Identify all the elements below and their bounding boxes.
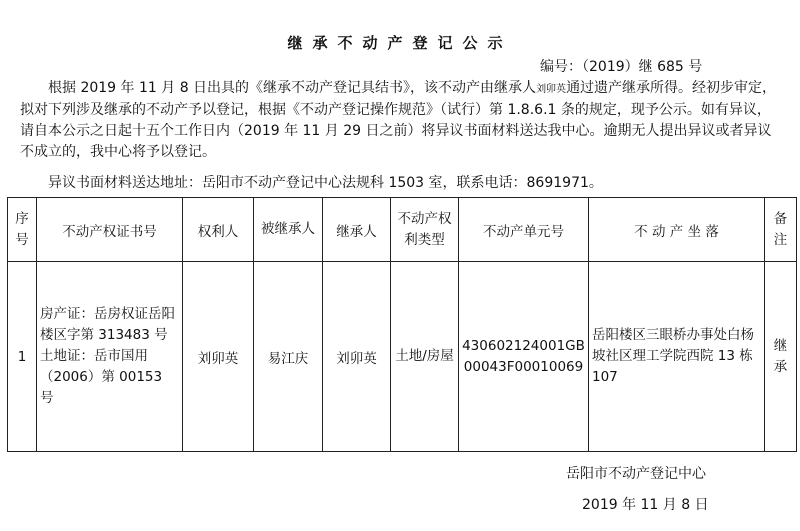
table-row [8,262,797,452]
notice-title: 继承不动产登记公示 [287,34,513,52]
objection-address-paragraph: 异议书面材料送达地址：岳阳市不动产登记中心法规科 1503 室，联系电话：8691971。 [48,175,603,191]
notice-paragraph-1 [20,78,780,163]
registration-table [7,197,797,452]
cell-right-type: 土地/房屋 [391,262,459,452]
paragraph-1-part-a: 根据 2019 年 11 月 8 日出具的《继承不动产登记具结书》，该不动产由继承人 [48,80,537,96]
cell-remark: 继承 [765,262,797,452]
header-location: 不 动 产 坐 落 [589,198,765,262]
header-unit-no: 不动产单元号 [459,198,589,262]
cell-heir: 刘卯英 [323,262,391,452]
header-heir: 继承人 [323,198,391,262]
paragraph-1-part-b: 通过遗产继承所得。经初步审定， 拟对下列涉及继承的不动产予以登记，根据《不动产登记操作规范》（试行）第 1.8.6.1 条的规定，现予公示。如有异议，请自本公示之日起十五个工作日内（2019 年 11 月 29 日之前）将异议书面材料送达我中心。逾期无人提出异议或者异议不成立的，我中心将予以登记。 [20,80,777,160]
cell-decedent: 易江庆 [254,262,323,452]
header-right-type: 不动产权利类型 [391,198,459,262]
header-seq: 序号 [8,198,37,262]
header-remark: 备注 [765,198,797,262]
heir-name-inline: 刘卯英 [536,84,567,95]
table-header-row [8,198,797,262]
cell-unit-no: 430602124001GB00043F00010069 [459,262,589,452]
cell-location: 岳阳楼区三眼桥办事处白杨坡社区理工学院西院 13 栋 107 [589,262,765,452]
header-cert: 不动产权证书号 [37,198,183,262]
header-decedent: 被继承人 [254,198,323,262]
cell-seq: 1 [8,262,37,452]
issue-date: 2019 年 11 月 8 日 [582,497,709,513]
header-holder: 权利人 [183,198,254,262]
issuing-organization: 岳阳市不动产登记中心 [566,466,706,482]
cell-holder: 刘卯英 [183,262,254,452]
cell-cert: 房产证：岳房权证岳阳楼区字第 313483 号 土地证：岳市国用（2006）第 00153 号 [37,262,183,452]
document-number: 编号：（2019）继 685 号 [540,59,703,75]
